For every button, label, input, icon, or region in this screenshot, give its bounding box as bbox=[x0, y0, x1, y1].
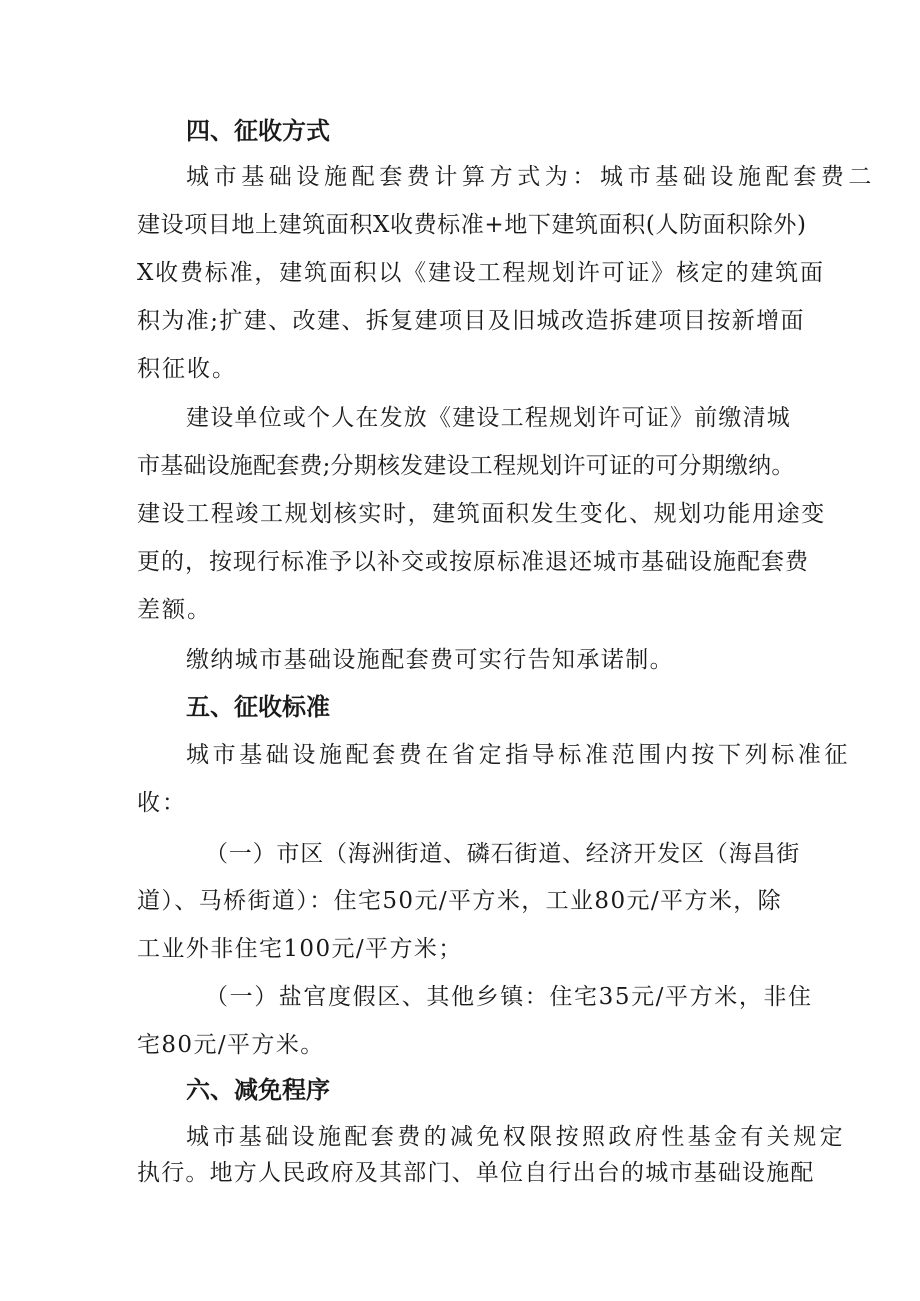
paragraph-line: 积征收。 bbox=[137, 356, 237, 382]
section-heading-collection-standard: 五、征收标准 bbox=[186, 693, 330, 721]
paragraph-line: 执行。地方人民政府及其部门、单位自行出台的城市基础设施配 bbox=[137, 1160, 815, 1186]
paragraph-line: （一）市区（海洲街道、磷石街道、经济开发区（海昌街 bbox=[205, 841, 800, 867]
paragraph-line: 工业外非住宅100元/平方米； bbox=[137, 936, 463, 962]
paragraph-line: 建设单位或个人在发放《建设工程规划许可证》前缴清城 bbox=[186, 405, 791, 431]
paragraph-line: 差额。 bbox=[137, 597, 212, 623]
paragraph-line: X收费标准，建筑面积以《建设工程规划许可证》核定的建筑面 bbox=[137, 260, 825, 286]
section-heading-exemption-procedure: 六、减免程序 bbox=[186, 1076, 330, 1104]
paragraph-line: 建设项目地上建筑面积X收费标准+地下建筑面积(人防面积除外) bbox=[137, 212, 807, 238]
paragraph-line: 缴纳城市基础设施配套费可实行告知承诺制。 bbox=[186, 647, 674, 673]
paragraph-line: 更的，按现行标准予以补交或按原标准退还城市基础设施配套费 bbox=[137, 549, 809, 575]
section-heading-collection-method: 四、征收方式 bbox=[186, 117, 330, 145]
paragraph-line: 建设工程竣工规划核实时，建筑面积发生变化、规划功能用途变 bbox=[137, 501, 826, 527]
paragraph-line: 城市基础设施配套费在省定指导标准范围内按下列标准征 bbox=[186, 742, 851, 768]
paragraph-line: 宅80元/平方米。 bbox=[137, 1032, 325, 1058]
paragraph-line: 积为准;扩建、改建、拆复建项目及旧城改造拆建项目按新增面 bbox=[137, 308, 805, 334]
paragraph-line: 市基础设施配套费;分期核发建设工程规划许可证的可分期缴纳。 bbox=[137, 453, 795, 479]
paragraph-line: （一）盐官度假区、其他乡镇：住宅35元/平方米，非住 bbox=[205, 984, 813, 1010]
paragraph-line: 城市基础设施配套费计算方式为：城市基础设施配套费二 bbox=[186, 164, 876, 190]
paragraph-line: 道）、马桥街道）：住宅50元/平方米，工业80元/平方米，除 bbox=[137, 888, 783, 914]
paragraph-line: 收： bbox=[137, 790, 187, 816]
paragraph-line: 城市基础设施配套费的减免权限按照政府性基金有关规定 bbox=[186, 1124, 846, 1150]
